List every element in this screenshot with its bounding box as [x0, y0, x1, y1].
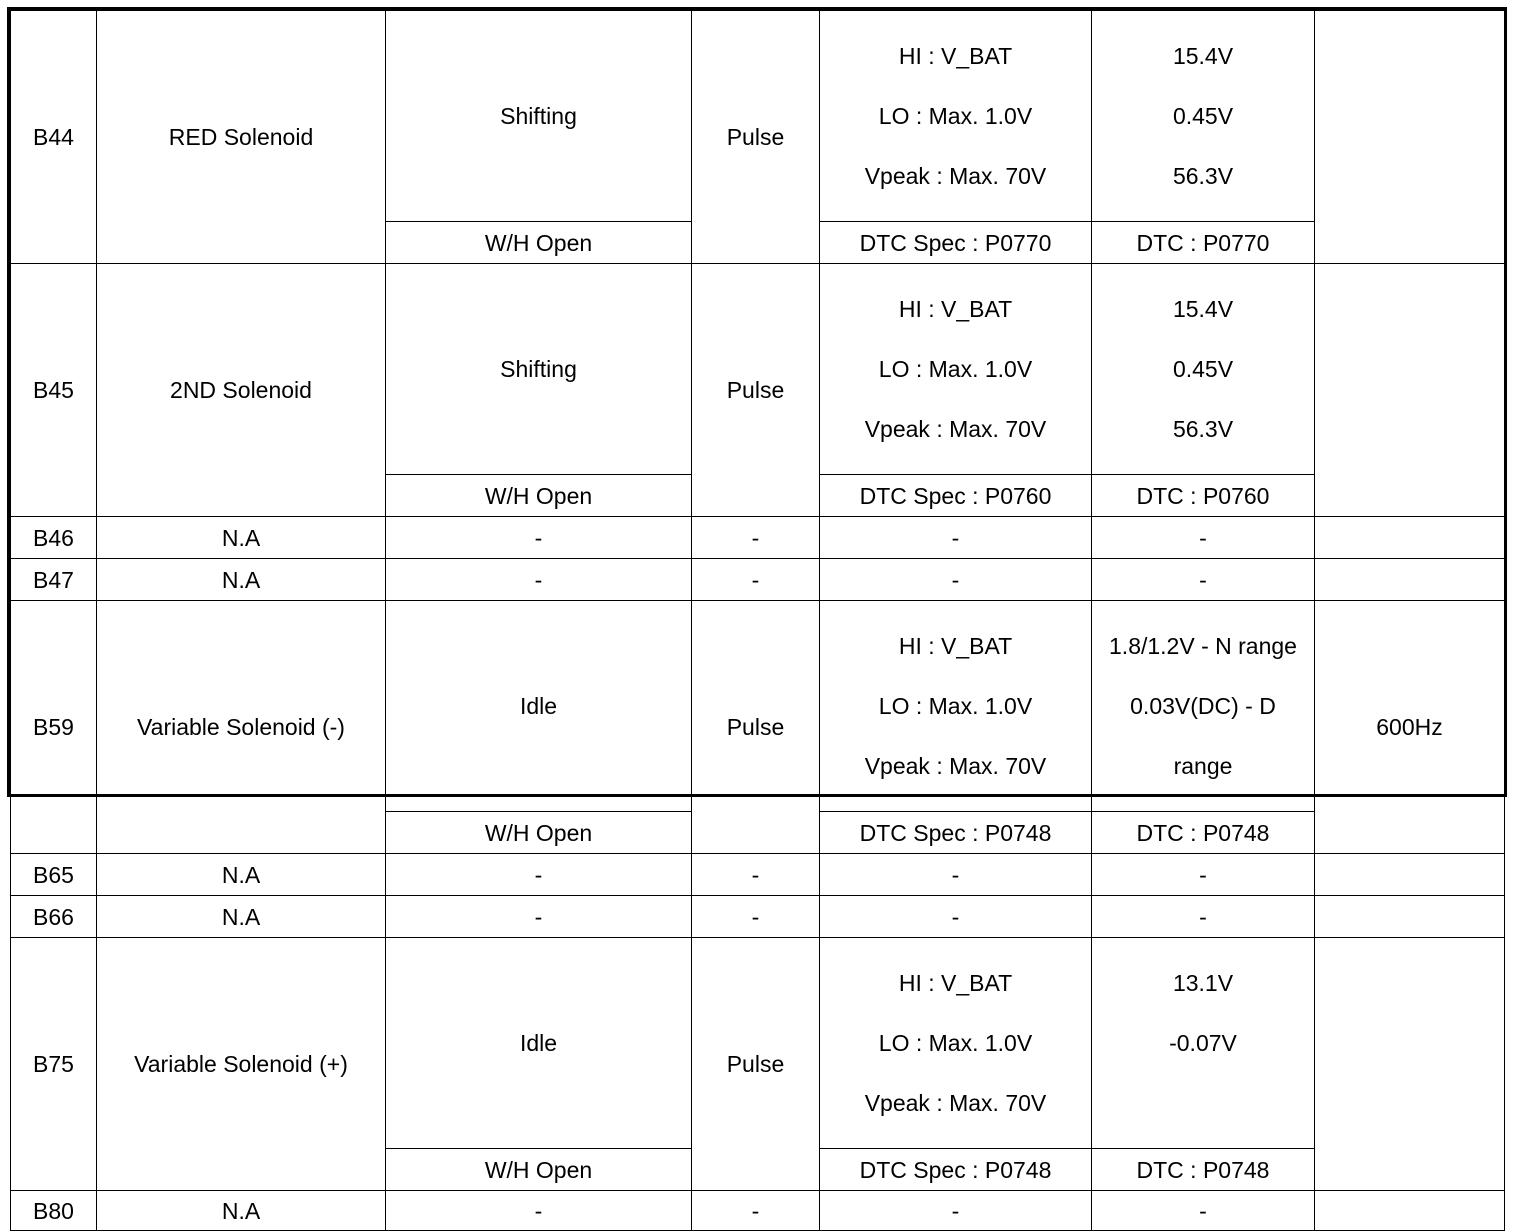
- condition-cell: Idle: [386, 938, 692, 1149]
- spec-cell: -: [820, 854, 1092, 896]
- name-cell: N.A: [97, 517, 386, 559]
- pin-cell: B65: [11, 854, 97, 896]
- remark-cell: 600Hz: [1315, 601, 1505, 854]
- condition-cell: Idle: [386, 601, 692, 812]
- value-cell: DTC : P0748: [1092, 1149, 1315, 1191]
- spec-cell: DTC Spec : P0748: [820, 1149, 1092, 1191]
- type-cell: -: [692, 1191, 820, 1231]
- table-row: [11, 11, 1505, 222]
- remark-cell: [1315, 938, 1505, 1191]
- condition-cell: W/H Open: [386, 812, 692, 854]
- spec-line: LO : Max. 1.0V: [878, 693, 1033, 719]
- table-row: [11, 938, 1505, 1149]
- value-line: -0.07V: [1169, 1030, 1237, 1056]
- pin-cell: B59: [11, 601, 97, 854]
- value-line: 0.45V: [1172, 356, 1234, 382]
- pin-cell: B44: [11, 11, 97, 264]
- table-row: [11, 559, 1505, 601]
- remark-cell: [1315, 517, 1505, 559]
- value-cell: [1092, 938, 1315, 1149]
- condition-cell: W/H Open: [386, 222, 692, 264]
- remark-cell: [1315, 264, 1505, 517]
- spec-line: Vpeak : Max. 70V: [864, 416, 1047, 442]
- spec-cell: -: [820, 896, 1092, 938]
- spec-line: HI : V_BAT: [898, 43, 1013, 69]
- table-row: [11, 517, 1505, 559]
- type-cell: Pulse: [692, 264, 820, 517]
- name-cell: N.A: [97, 896, 386, 938]
- value-cell: DTC : P0748: [1092, 812, 1315, 854]
- value-cell: -: [1092, 896, 1315, 938]
- name-cell: RED Solenoid: [97, 11, 386, 264]
- condition-cell: -: [386, 1191, 692, 1231]
- pin-cell: B45: [11, 264, 97, 517]
- pin-cell: B66: [11, 896, 97, 938]
- table-row: [11, 854, 1505, 896]
- spec-line: HI : V_BAT: [898, 970, 1013, 996]
- spec-line: Vpeak : Max. 70V: [864, 163, 1047, 189]
- name-cell: N.A: [97, 559, 386, 601]
- spec-line: LO : Max. 1.0V: [878, 356, 1033, 382]
- spec-cell: DTC Spec : P0748: [820, 812, 1092, 854]
- spec-cell: DTC Spec : P0760: [820, 475, 1092, 517]
- pin-spec-table: [7, 7, 1507, 1224]
- name-cell: N.A: [97, 854, 386, 896]
- condition-cell: Shifting: [386, 264, 692, 475]
- condition-cell: -: [386, 854, 692, 896]
- spec-line: Vpeak : Max. 70V: [864, 753, 1047, 779]
- table-row: [11, 264, 1505, 475]
- value-cell: [1092, 11, 1315, 222]
- name-cell: Variable Solenoid (-): [97, 601, 386, 854]
- remark-cell: [1315, 896, 1505, 938]
- value-cell: [1092, 264, 1315, 475]
- value-line: 0.45V: [1172, 103, 1234, 129]
- value-line: 15.4V: [1172, 43, 1234, 69]
- pin-table: [10, 10, 1505, 1231]
- type-cell: Pulse: [692, 11, 820, 264]
- type-cell: -: [692, 896, 820, 938]
- table-row: [11, 896, 1505, 938]
- remark-cell: [1315, 11, 1505, 264]
- pin-cell: B46: [11, 517, 97, 559]
- type-cell: Pulse: [692, 938, 820, 1191]
- value-cell: -: [1092, 854, 1315, 896]
- condition-cell: W/H Open: [386, 1149, 692, 1191]
- value-line: 13.1V: [1172, 970, 1234, 996]
- spec-cell: DTC Spec : P0770: [820, 222, 1092, 264]
- name-cell: N.A: [97, 1191, 386, 1231]
- spec-cell: -: [820, 559, 1092, 601]
- condition-cell: Shifting: [386, 11, 692, 222]
- condition-cell: -: [386, 896, 692, 938]
- condition-cell: -: [386, 517, 692, 559]
- spec-cell: [820, 264, 1092, 475]
- type-cell: -: [692, 854, 820, 896]
- table-row: [11, 601, 1505, 812]
- spec-cell: -: [820, 517, 1092, 559]
- condition-cell: W/H Open: [386, 475, 692, 517]
- remark-cell: [1315, 1191, 1505, 1231]
- value-line: 1.8/1.2V - N range: [1109, 633, 1297, 659]
- value-cell: DTC : P0770: [1092, 222, 1315, 264]
- spec-line: Vpeak : Max. 70V: [864, 1090, 1047, 1116]
- value-cell: -: [1092, 559, 1315, 601]
- spec-line: LO : Max. 1.0V: [878, 103, 1033, 129]
- pin-cell: B47: [11, 559, 97, 601]
- value-cell: [1092, 601, 1315, 812]
- spec-line: LO : Max. 1.0V: [878, 1030, 1033, 1056]
- remark-cell: [1315, 854, 1505, 896]
- pin-cell: B80: [11, 1191, 97, 1231]
- spec-cell: -: [820, 1191, 1092, 1231]
- spec-cell: [820, 601, 1092, 812]
- spec-line: HI : V_BAT: [898, 296, 1013, 322]
- type-cell: -: [692, 559, 820, 601]
- spec-line: HI : V_BAT: [898, 633, 1013, 659]
- value-line: 15.4V: [1172, 296, 1234, 322]
- remark-cell: [1315, 559, 1505, 601]
- value-line: 56.3V: [1172, 163, 1234, 189]
- spec-cell: [820, 938, 1092, 1149]
- value-line: 56.3V: [1172, 416, 1234, 442]
- spec-cell: [820, 11, 1092, 222]
- value-cell: -: [1092, 517, 1315, 559]
- name-cell: 2ND Solenoid: [97, 264, 386, 517]
- type-cell: -: [692, 517, 820, 559]
- value-cell: DTC : P0760: [1092, 475, 1315, 517]
- value-line: [1092, 1088, 1314, 1118]
- name-cell: Variable Solenoid (+): [97, 938, 386, 1191]
- table-row: [11, 1191, 1505, 1231]
- type-cell: Pulse: [692, 601, 820, 854]
- value-line: range: [1173, 753, 1233, 779]
- pin-cell: B75: [11, 938, 97, 1191]
- value-cell: -: [1092, 1191, 1315, 1231]
- value-line: 0.03V(DC) - D: [1130, 693, 1276, 719]
- condition-cell: -: [386, 559, 692, 601]
